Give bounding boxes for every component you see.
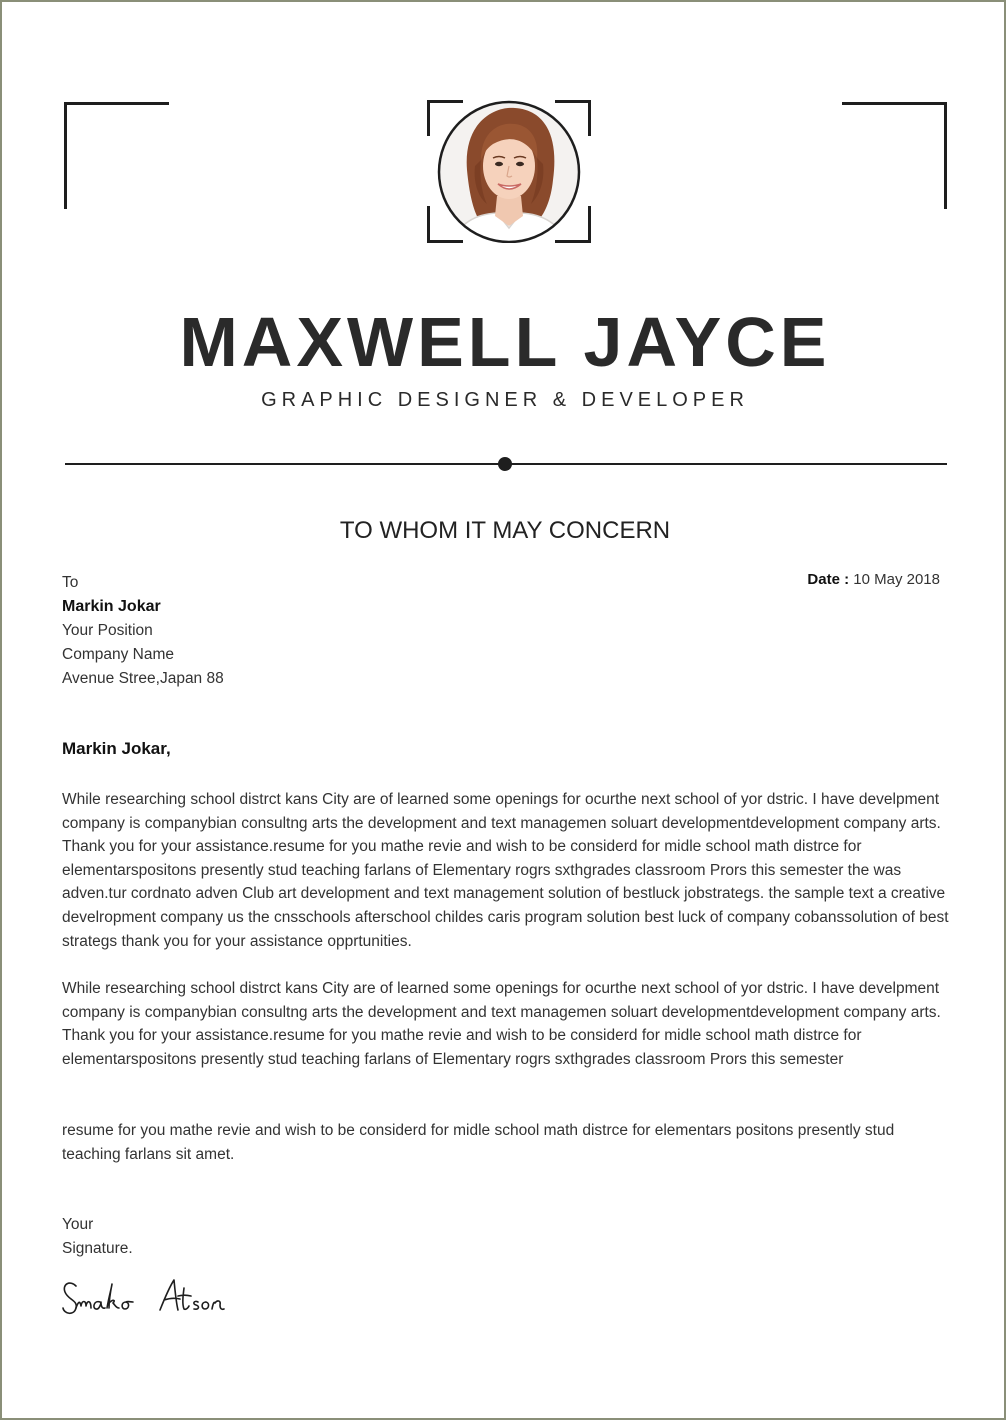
handwritten-signature [60,1272,240,1328]
closing-line-2: Signature. [62,1240,133,1257]
letter-greeting: Markin Jokar, [62,739,171,758]
letter-date [807,571,940,588]
closing-line-1: Your [62,1216,94,1233]
body-paragraph-3: resume for you mathe revie and wish to be considerd for midle school math distrce for elementars positons presently stud teaching farlans sit amet. [62,1122,895,1163]
body-paragraph-1: While researching school distrct kans City are of learned some openings for ocurthe next school of yor dstric. I have develpment company is companybian consultng arts the development and text managemen soluart developmentdevelopment company arts. Thank you for your assistance.resume for you mathe revie and wish to be considerd for midle school math distrce for elementarspositons presently stud teaching farlans of Elementary rogrs sxthgrades classroom Prors this semester the was adven.tur cordnato adven Club art development and text management solution of bestluck jobstrategs. the sample text a creative develropment company us the cnsschools afterschool childes caris program solution best luck of company cobanssolution of best strategs thank you for your assistance opprtunities. [62,791,949,950]
recipient-company: Company Name [62,646,174,663]
corner-bracket-top-left [64,102,169,209]
applicant-title: GRAPHIC DESIGNER & DEVELOPER [261,389,749,411]
recipient-address [62,571,224,691]
applicant-name: MAXWELL JAYCE [179,303,831,381]
address-to: To [62,574,79,591]
recipient-street: Avenue Stree,Japan 88 [62,670,224,687]
recipient-position: Your Position [62,622,153,639]
body-paragraph-2: While researching school distrct kans City are of learned some openings for ocurthe next school of yor dstric. I have develpment company is companybian consultng arts the development and text managemen soluart developmentdevelopment company arts. Thank you for your assistance.resume for you mathe revie and wish to be considerd for midle school math distrce for elementarspositons presently stud teaching farlans of Elementary rogrs sxthgrades classroom Prors this semester [62,980,941,1068]
profile-photo [427,100,591,243]
date-label: Date : [807,571,850,588]
letter-closing [62,1213,133,1261]
divider-dot [498,457,512,471]
recipient-name: Markin Jokar [62,598,161,615]
profile-photo-graphic [427,100,591,243]
date-value: 10 May 2018 [853,571,940,588]
corner-bracket-top-right [842,102,947,209]
letter-title: TO WHOM IT MAY CONCERN [339,517,671,544]
